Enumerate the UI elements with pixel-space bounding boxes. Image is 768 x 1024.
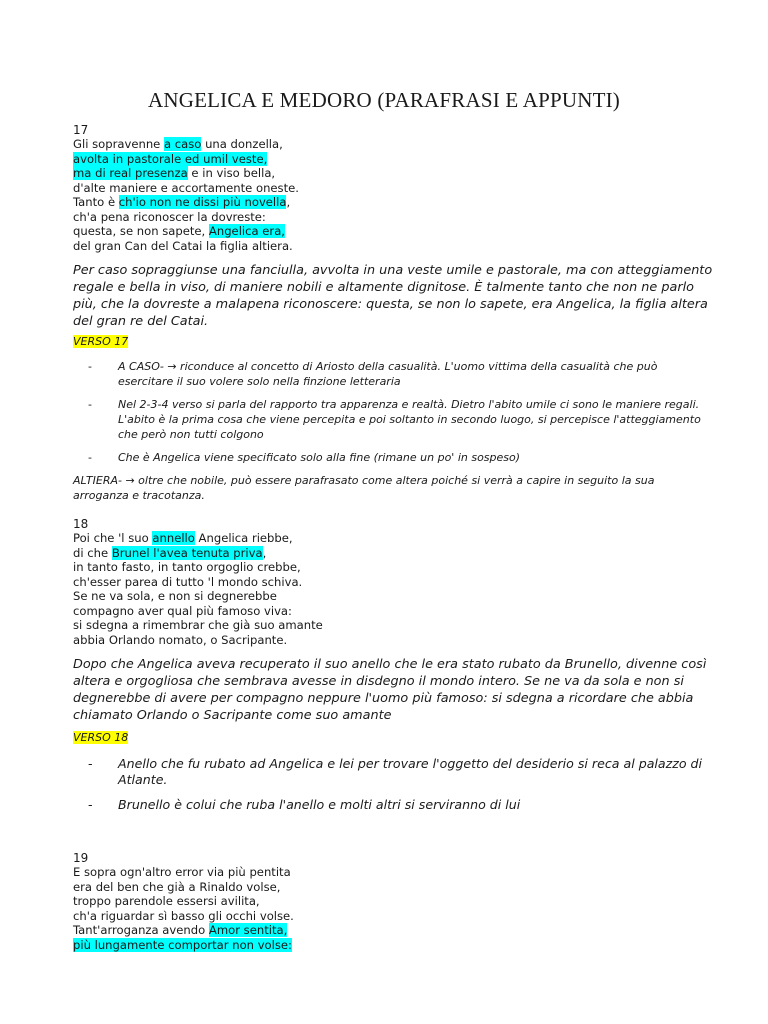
- poem-text: e in viso bella,: [187, 166, 276, 180]
- highlighted-text: Amor sentita,: [208, 923, 288, 937]
- highlighted-text: avolta in pastorale ed umil veste,: [73, 151, 268, 166]
- highlighted-text: annello: [152, 531, 195, 545]
- poem-text: Tant'arroganza avendo: [73, 923, 209, 937]
- poem-line: [73, 224, 299, 239]
- poem-line: [73, 894, 294, 909]
- highlighted-text: Brunel l'avea tenuta priva: [111, 545, 263, 560]
- poem-line: [73, 239, 299, 254]
- highlighted-text: Angelica era,: [208, 224, 285, 238]
- stanza-18-number: 18: [73, 517, 89, 531]
- poem-line: [73, 604, 323, 619]
- poem-line: [73, 909, 294, 924]
- poem-text: di che: [73, 545, 112, 560]
- stanza-18-paraphrase: Dopo che Angelica aveva recuperato il suo anello che le era stato rubato da Brunello, divenne così altera e orgogliosa che sembrava avesse in disdegno il mondo intero. Se ne va da sola e non si degnerebbe di avere per compagno neppure l'uomo più famoso: si sdegna a ricordare che abbia chiamato Orlando o Sacripante come suo amante: [73, 657, 707, 723]
- poem-text: in tanto fasto, in tanto orgoglio crebbe,: [73, 560, 301, 574]
- stanza-17-number: 17: [73, 123, 89, 137]
- stanza-17-poem: [73, 137, 299, 253]
- poem-line: [73, 575, 323, 590]
- poem-line: [73, 923, 294, 938]
- note-17-1: - A CASO- → riconduce al concetto di Ariosto della casualità. L'uomo vittima della casualità che può esercitare il suo volere solo nella finzione letteraria: [88, 360, 658, 388]
- poem-line: [73, 589, 323, 604]
- poem-text: questa, se non sapete,: [73, 224, 209, 238]
- highlighted-text: ma di real presenza: [73, 166, 188, 180]
- poem-text: abbia Orlando nomato, o Sacripante.: [73, 632, 288, 647]
- poem-text: Gli sopravenne: [73, 137, 164, 151]
- note-17-2: - Nel 2-3-4 verso si parla del rapporto tra apparenza e realtà. Dietro l'abito umile ci sono le maniere regali. L'abito è la prima cosa che viene percepita e poi soltanto in secondo luogo, si percepisce l'atteggiamento che però non tutti colgono: [88, 398, 701, 441]
- stanza-17-paraphrase: Per caso sopraggiunse una fanciulla, avvolta in una veste umile e pastorale, ma con atteggiamento regale e bella in viso, di maniere nobili e altamente dignitose. È talmente tanto che non ne parlo più, che la dovreste a malapena riconoscere: questa, se non lo sapete, era Angelica, la figlia altera del gran re del Catai.: [73, 263, 713, 329]
- poem-line: [73, 531, 323, 546]
- verso-17-label: VERSO 17: [73, 335, 129, 348]
- highlighted-text: a caso: [163, 137, 202, 151]
- poem-line: [73, 633, 323, 648]
- poem-text: Se ne va sola, e non si degnerebbe: [73, 589, 277, 603]
- note-17-3: - Che è Angelica viene specificato solo alla fine (rimane un po' in sospeso): [88, 451, 521, 464]
- poem-text: Poi che 'l suo: [73, 531, 153, 545]
- poem-line: [73, 181, 299, 196]
- stanza-19-poem: [73, 865, 294, 952]
- poem-text: ch'a riguardar sì basso gli occhi volse.: [73, 908, 294, 923]
- altiera-note: ALTIERA- → oltre che nobile, può essere parafrasato come altera poiché si verrà a capire in seguito la sua arroganza e tracotanza.: [73, 474, 655, 502]
- poem-text: ch'esser parea di tutto 'l mondo schiva.: [73, 574, 303, 589]
- highlighted-text: più lungamente comportar non volse:: [73, 937, 292, 952]
- stanza-18-poem: [73, 531, 323, 647]
- poem-text: ,: [262, 545, 267, 560]
- poem-text: troppo parendole essersi avilita,: [73, 894, 260, 908]
- verso-18-label: VERSO 18: [73, 731, 129, 744]
- poem-line: [73, 546, 323, 561]
- poem-text: Angelica riebbe,: [194, 531, 293, 545]
- poem-text: d'alte maniere e accortamente oneste.: [73, 180, 299, 195]
- note-18-1: - Anello che fu rubato ad Angelica e lei per trovare l'oggetto del desiderio si reca al palazzo di Atlante.: [88, 756, 703, 787]
- poem-line: [73, 865, 294, 880]
- poem-line: [73, 152, 299, 167]
- stanza-19-number: 19: [73, 851, 89, 865]
- poem-text: compagno aver qual più famoso viva:: [73, 603, 292, 618]
- poem-line: [73, 938, 294, 953]
- poem-text: ,: [286, 195, 291, 209]
- poem-text: si sdegna a rimembrar che già suo amante: [73, 618, 323, 632]
- poem-line: [73, 137, 299, 152]
- poem-text: Tanto è: [73, 195, 119, 209]
- poem-line: [73, 166, 299, 181]
- poem-text: era del ben che già a Rinaldo volse,: [73, 879, 281, 894]
- highlighted-text: ch'io non ne dissi più novella: [118, 195, 287, 209]
- poem-line: [73, 880, 294, 895]
- poem-line: [73, 195, 299, 210]
- poem-line: [73, 618, 323, 633]
- page-title: ANGELICA E MEDORO (PARAFRASI E APPUNTI): [148, 88, 620, 112]
- poem-text: E sopra ogn'altro error via più pentita: [73, 865, 291, 879]
- poem-text: una donzella,: [201, 137, 283, 151]
- poem-line: [73, 210, 299, 225]
- note-18-2: - Brunello è colui che ruba l'anello e molti altri si serviranno di lui: [88, 797, 521, 812]
- poem-text: del gran Can del Catai la figlia altiera.: [73, 238, 293, 253]
- poem-line: [73, 560, 323, 575]
- poem-text: ch'a pena riconoscer la dovreste:: [73, 209, 266, 224]
